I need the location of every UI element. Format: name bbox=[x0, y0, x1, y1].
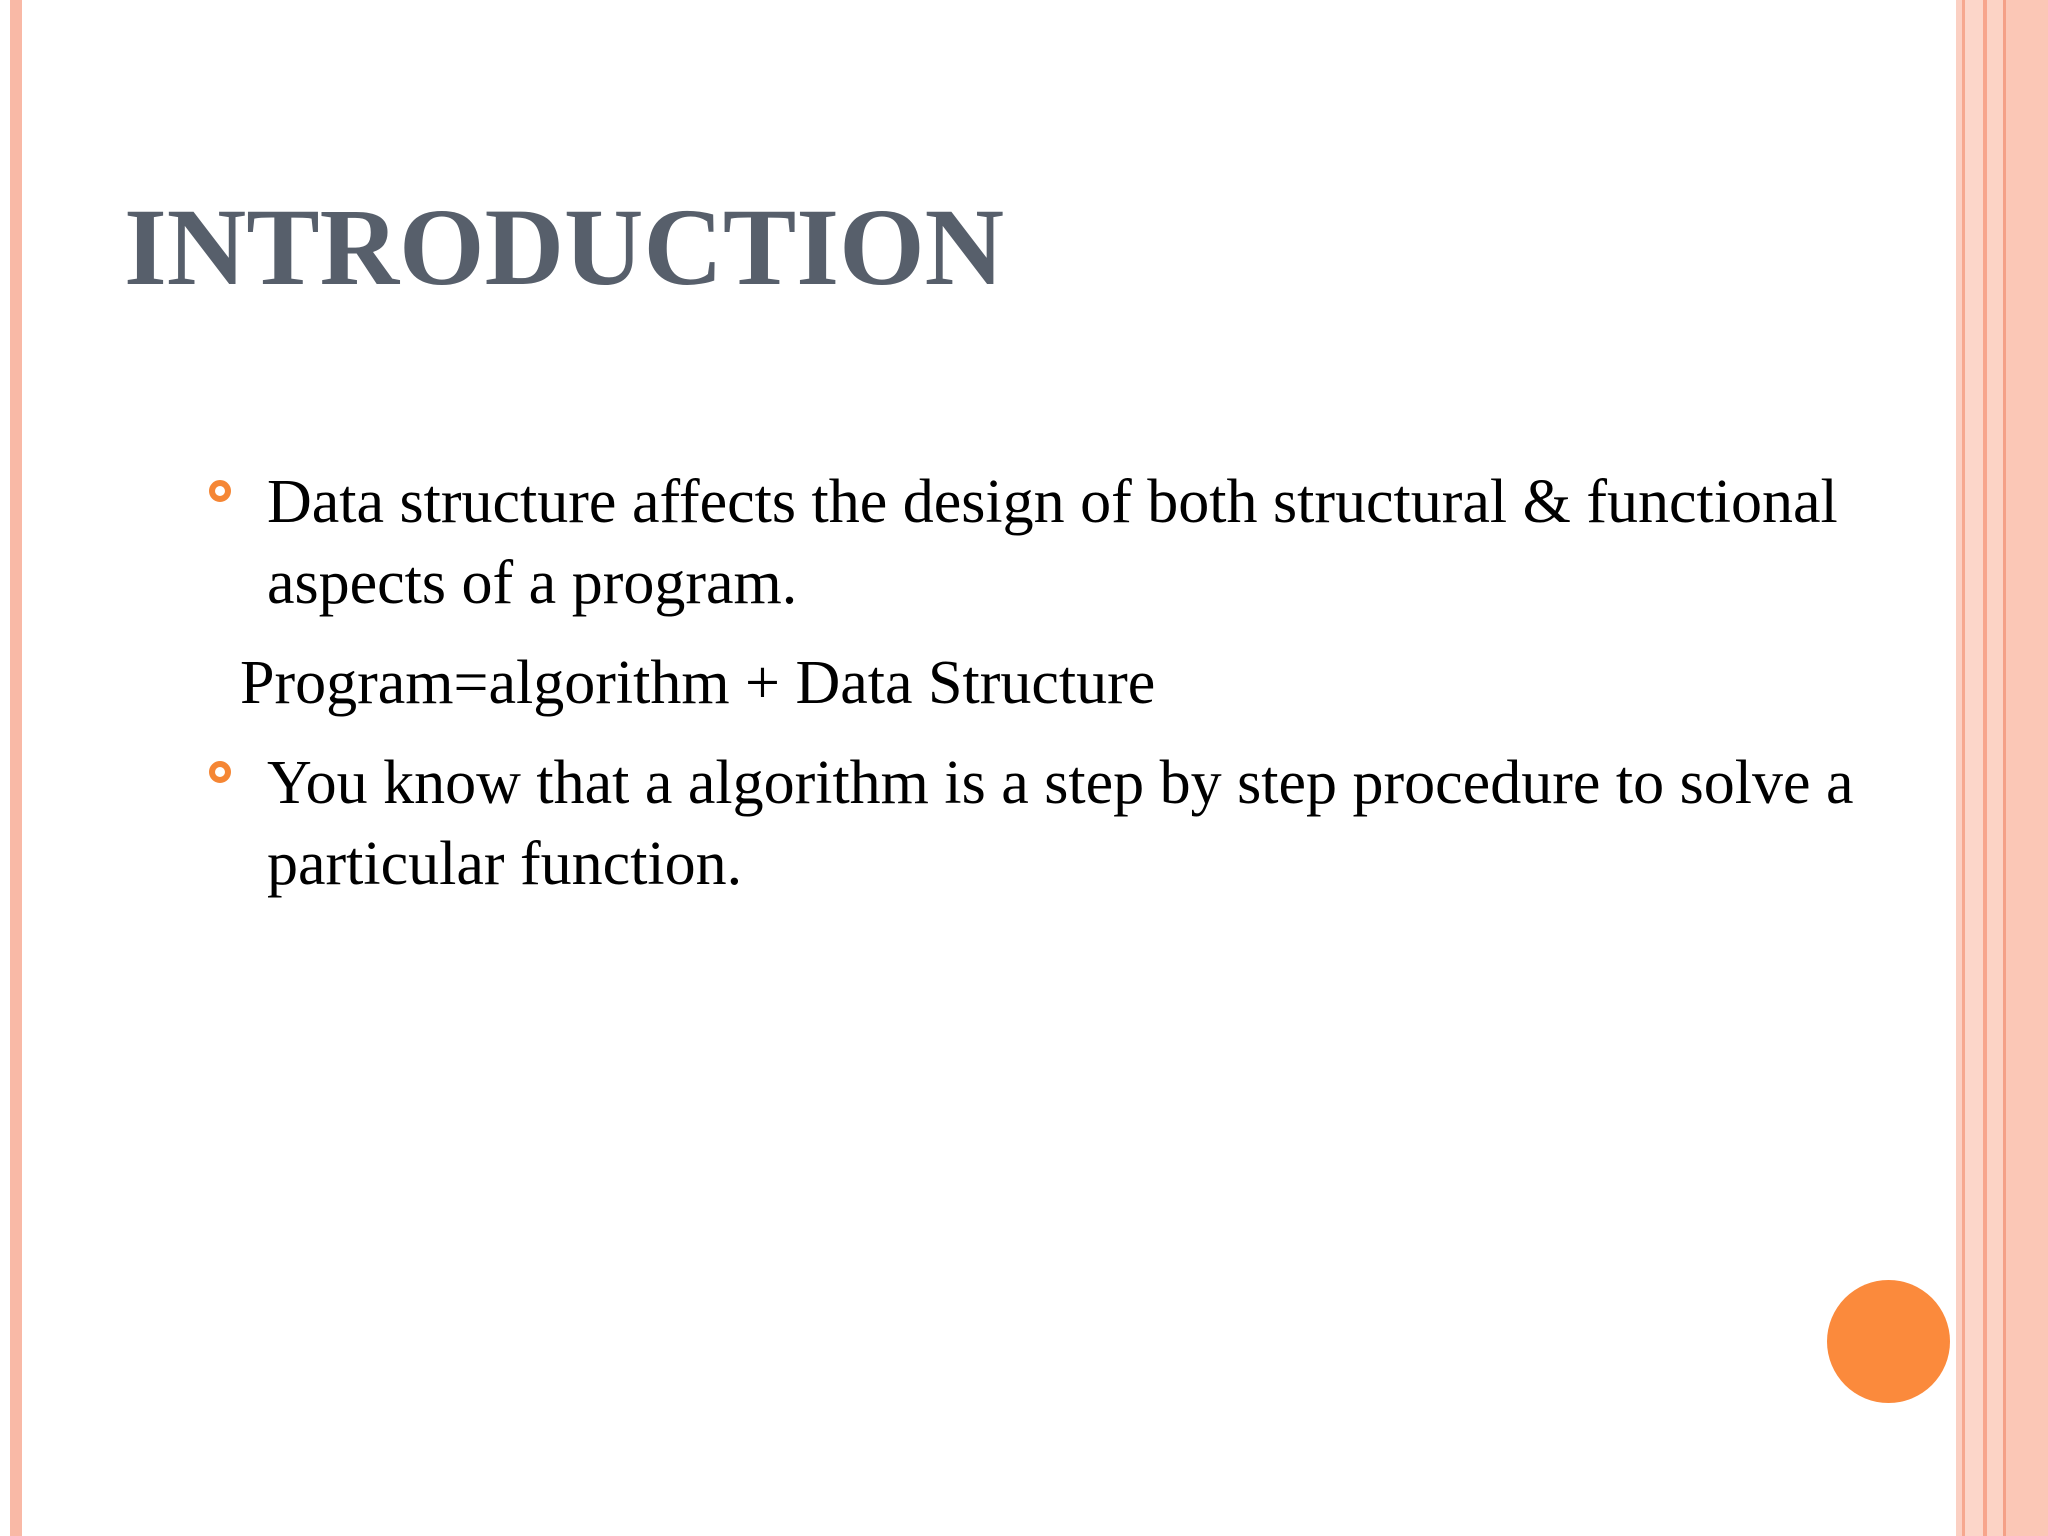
formula-line: Program=algorithm + Data Structure bbox=[240, 649, 1156, 717]
slide-title: INTRODUCTION bbox=[124, 186, 1005, 308]
hollow-circle-bullet-icon bbox=[209, 480, 231, 502]
bullet-text: Data structure affects the design of both structural & functional aspects of a program. bbox=[267, 468, 1838, 617]
bullet-item bbox=[205, 743, 1965, 905]
bullet-item bbox=[205, 462, 1965, 624]
orange-dot-icon bbox=[1827, 1280, 1950, 1403]
hollow-circle-bullet-icon bbox=[209, 761, 231, 783]
bullet-text: You know that a algorithm is a step by step procedure to solve a particular function. bbox=[267, 749, 1854, 898]
